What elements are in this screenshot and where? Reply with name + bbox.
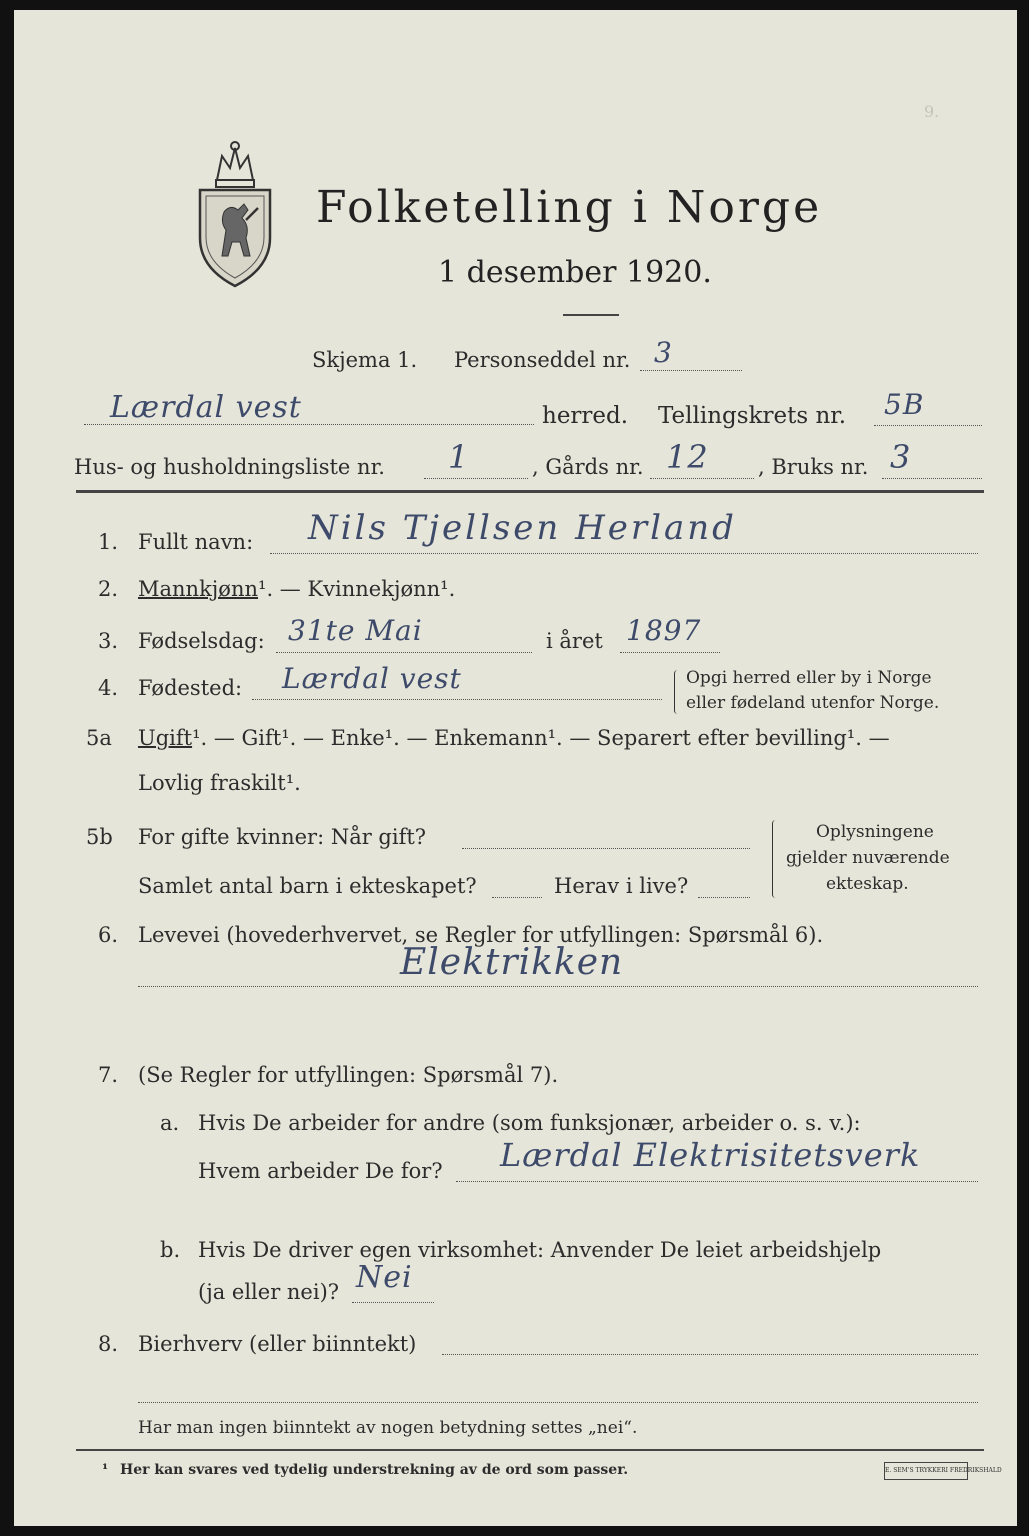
q5b-label-children: Samlet antal barn i ekteskapet? [138,874,477,898]
q7a-line [456,1181,978,1182]
bruks-value[interactable]: 3 [890,438,912,476]
q6-line [138,986,978,987]
q3-label: Fødselsdag: [138,629,265,653]
header-separator [76,490,984,493]
q8-line-2 [138,1402,978,1403]
census-form-page [14,10,1017,1526]
hus-value[interactable]: 1 [448,438,470,476]
q4-line [252,699,662,700]
q7b-letter: b. [160,1238,181,1262]
q7a-employer-value[interactable]: Lærdal Elektrisitetsverk [500,1136,921,1174]
q1-line [270,553,978,554]
printer-stamp: E. SEM'S TRYKKERI FREDRIKSHALD [884,1462,968,1480]
gards-value[interactable]: 12 [666,438,709,476]
q5b-label-married: For gifte kvinner: Når gift? [138,825,427,849]
q2-options: Mannkjønn¹. — Kvinnekjønn¹. [138,577,456,601]
q4-number: 4. [98,676,119,700]
q5a-fraskilt-option[interactable]: Lovlig fraskilt¹. [138,771,301,795]
q6-number: 6. [98,923,119,947]
q5a-footnote-mark: ¹ [192,726,201,750]
q8-line [442,1354,978,1355]
q7b-hired-help-value[interactable]: Nei [356,1260,413,1295]
q5b-label-alive: Herav i live? [554,874,689,898]
hus-line [424,478,528,479]
q7b-label-line2: (ja eller nei)? [198,1280,340,1304]
q6-occupation-value[interactable]: Elektrikken [400,942,624,983]
q8-number: 8. [98,1332,119,1356]
q5b-note-line1: Oplysningene [816,822,934,842]
q1-number: 1. [98,530,119,554]
q4-label: Fødested: [138,676,243,700]
q1-full-name-value[interactable]: Nils Tjellsen Herland [308,508,737,548]
q7a-letter: a. [160,1111,180,1135]
q3-day-line [276,652,532,653]
herred-value[interactable]: Lærdal vest [110,390,302,425]
skjema-label: Skjema 1. [312,348,418,372]
form-title: Folketelling i Norge [316,182,823,233]
norwegian-coat-of-arms-icon [192,138,278,288]
q7-number: 7. [98,1063,119,1087]
q5b-note-brace [772,820,779,898]
q7a-label-line2: Hvem arbeider De for? [198,1159,443,1183]
bruks-line [882,478,982,479]
q6-label: Levevei (hovederhvervet, se Regler for utfyllingen: Spørsmål 6). [138,923,824,947]
personseddel-label: Personseddel nr. [454,348,631,372]
q5a-ugift-option[interactable]: Ugift [138,726,193,750]
personseddel-value[interactable]: 3 [654,336,673,369]
q7a-label-line1: Hvis De arbeider for andre (som funksjonær, arbeider o. s. v.): [198,1111,861,1135]
herred-label: herred. [542,403,629,429]
tellingskrets-value[interactable]: 5B [884,388,925,421]
q7b-line [352,1302,434,1303]
gards-label: , Gårds nr. [532,455,644,479]
hus-label: Hus- og husholdningsliste nr. [74,455,385,479]
q2-female-option[interactable]: Kvinnekjønn [307,577,441,601]
q7b-label-line1: Hvis De driver egen virksomhet: Anvender De leiet arbeidshjelp [198,1238,882,1262]
q5b-alive-line [698,897,750,898]
q8-label: Bierhverv (eller biinntekt) [138,1332,417,1356]
q2-number: 2. [98,577,119,601]
footer-separator [76,1449,984,1451]
q2-separator: . — [266,577,308,601]
q5b-number: 5b [86,825,113,849]
q5b-children-line [492,897,542,898]
gards-line [650,478,754,479]
q3-year-value[interactable]: 1897 [626,614,702,647]
tellingskrets-line [874,425,982,426]
q5a-other-options[interactable]: . — Gift¹. — Enke¹. — Enkemann¹. — Separert efter bevilling¹. — [200,726,890,750]
q2-footnote-mark-2: ¹ [440,577,449,601]
tellingskrets-label: Tellingskrets nr. [658,403,847,429]
footnote-text: Her kan svares ved tydelig understrekning av de ord som passer. [120,1462,629,1478]
q2-footnote-mark: ¹ [258,577,267,601]
q3-year-line [620,652,720,653]
q5a-number: 5a [86,726,112,750]
q3-number: 3. [98,629,119,653]
q4-note-brace [674,670,681,714]
q8-note: Har man ingen biinntekt av nogen betydning settes „nei“. [138,1418,638,1438]
personseddel-line [640,370,742,371]
q5b-married-line [462,848,750,849]
footnote-mark: ¹ [102,1462,109,1478]
q4-birthplace-value[interactable]: Lærdal vest [282,662,462,695]
title-divider [563,314,619,316]
q5b-note-line2: gjelder nuværende [786,848,950,868]
census-date: 1 desember 1920. [438,255,712,290]
q5a-options [138,726,890,750]
q1-label: Fullt navn: [138,530,254,554]
bleed-through-text: 9. [924,102,940,121]
q4-note-line1: Opgi herred eller by i Norge [686,668,932,688]
q7-label: (Se Regler for utfyllingen: Spørsmål 7). [138,1063,559,1087]
q3-year-label: i året [546,629,603,653]
q4-note-line2: eller fødeland utenfor Norge. [686,693,940,713]
q5b-note-line3: ekteskap. [826,874,909,894]
q3-birthday-value[interactable]: 31te Mai [288,614,423,647]
q2-male-option[interactable]: Mannkjønn [138,577,259,601]
bruks-label: , Bruks nr. [758,455,869,479]
